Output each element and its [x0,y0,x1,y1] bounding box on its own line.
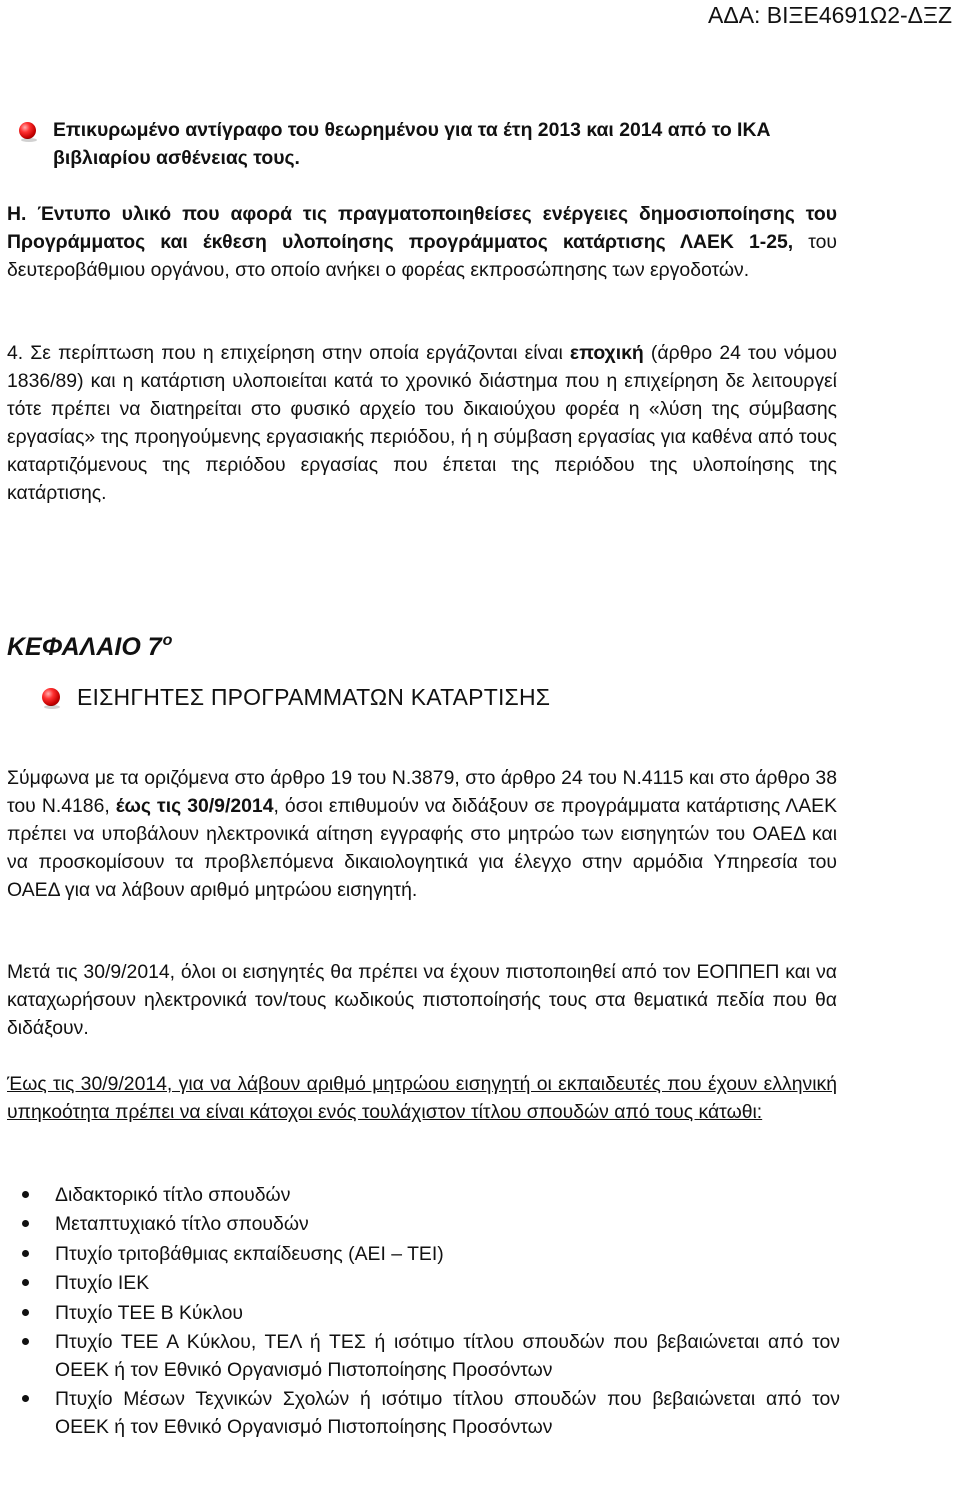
item-h-label: Η. [7,203,27,225]
section-title: ΕΙΣΗΓΗΤΕΣ ΠΡΟΓΡΑΜΜΑΤΩΝ ΚΑΤΑΡΤΙΣΗΣ [77,684,551,710]
black-dot-icon [22,1338,29,1345]
item-4-paragraph [7,339,837,507]
certification-paragraph: Μετά τις 30/9/2014, όλοι οι εισηγητές θα πρέπει να έχουν πιστοποιηθεί από τον ΕΟΠΠΕΠ και να καταχωρήσουν ηλεκτρονικά τον/τους κωδικούς πιστοποίησής τους στα θεματικά πεδία που θα διδάξουν. [7,961,837,1039]
item-4-part2: (άρθρο 24 του νόμου 1836/89) και η κατάρτιση υλοποιείται κατά το χρονικό διάστημα που η επιχείρηση δε λειτουργεί τότε πρέπει να διατηρείται στο φυσικό αρχείο του δικαιούχου φορέα η «λύση της σύμβασης εργασίας» της προηγούμενης εργασιακής περιόδου, ή η σύμβαση εργασίας για καθένα από τους καταρτιζόμενους της περιόδου εργασίας που έπεται της περιόδου της υλοποίησης της κατάρτισης. [7,342,837,504]
list-item: Μεταπτυχιακό τίτλο σπουδών [0,1210,840,1238]
black-dot-icon [22,1250,29,1257]
item-h-paragraph [7,200,837,284]
list-item: Πτυχίο ΙΕΚ [0,1269,840,1297]
black-dot-icon [22,1191,29,1198]
red-sphere-icon [42,688,60,706]
para-1-part1: Σύμφωνα με τα οριζόμενα στο άρθρο 19 του Ν.3879, στο άρθρο 24 του Ν.4115 και στο άρθρο 38 του Ν.4186, [7,767,837,817]
para-1-deadline: έως τις 30/9/2014 [115,795,274,817]
item-4-part1: 4. Σε περίπτωση που η επιχείρηση στην οποία εργάζονται είναι [7,342,570,364]
list-item: Διδακτορικό τίτλο σπουδών [0,1181,840,1209]
black-dot-icon [22,1279,29,1286]
black-dot-icon [22,1309,29,1316]
item-h-bold-text: Έντυπο υλικό που αφορά τις πραγματοποιηθείσες ενέργειες δημοσιοποίησης του Προγράμματος και έκθεση υλοποίησης προγράμματος κατάρτισης ΛΑΕΚ 1-25, [7,203,837,253]
list-item: Πτυχίο τριτοβάθμιας εκπαίδευσης (ΑΕΙ – ΤΕΙ) [0,1240,840,1268]
degree-list [0,1181,840,1443]
item-h-rest-text: του δευτεροβάθμιου οργάνου, στο οποίο ανήκει ο φορέας εκπροσώπησης των εργοδοτών. [7,231,837,281]
chapter-ordinal: ο [162,632,173,649]
list-item: Πτυχίο ΤΕΕ Β Κύκλου [0,1299,840,1327]
list-item: Πτυχίο Μέσων Τεχνικών Σχολών ή ισότιμο τίτλου σπουδών που βεβαιώνεται από τον ΟΕΕΚ ή τον Εθνικό Οργανισμό Πιστοποίησης Προσόντων [0,1385,840,1441]
item-4-bold-word: εποχική [569,342,644,364]
para-1-part2: , όσοι επιθυμούν να διδάξουν σε προγράμματα κατάρτισης ΛΑΕΚ πρέπει να υποβάλουν ηλεκτρονικά αίτηση εγγραφής στο μητρώο των εισηγητών του ΟΑΕΔ και να προσκομίσουν τα προβλεπόμενα δικαιολογητικά για έλεγχο στην αρμόδια Υπηρεσία του ΟΑΕΔ για να λάβουν αριθμό μητρώου εισηγητή. [7,795,838,901]
ada-code: ΑΔΑ: ΒΙΞΕ4691Ω2-ΔΞΖ [707,2,952,28]
list-item: Πτυχίο ΤΕΕ Α Κύκλου, ΤΕΛ ή ΤΕΣ ή ισότιμο τίτλου σπουδών που βεβαιώνεται από τον ΟΕΕΚ ή τον Εθνικό Οργανισμό Πιστοποίησης Προσόντων [0,1328,840,1384]
black-dot-icon [22,1220,29,1227]
chapter-heading: ΚΕΦΑΛΑΙΟ $7^o$ [7,632,173,661]
ika-bullet-text: Επικυρωμένο αντίγραφο του θεωρημένου για τα έτη 2013 και 2014 από το ΙΚΑ βιβλιαρίου ασθένειας τους. [53,119,771,169]
registration-paragraph [7,764,837,904]
red-sphere-icon [19,122,36,139]
black-dot-icon [22,1395,29,1402]
degree-requirement-paragraph: Έως τις 30/9/2014, για να λάβουν αριθμό μητρώου εισηγητή οι εκπαιδευτές που έχουν ελληνική υπηκοότητα πρέπει να είναι κάτοχοι ενός τουλάχιστον τίτλου σπουδών από τους κάτωθι: [7,1073,837,1123]
